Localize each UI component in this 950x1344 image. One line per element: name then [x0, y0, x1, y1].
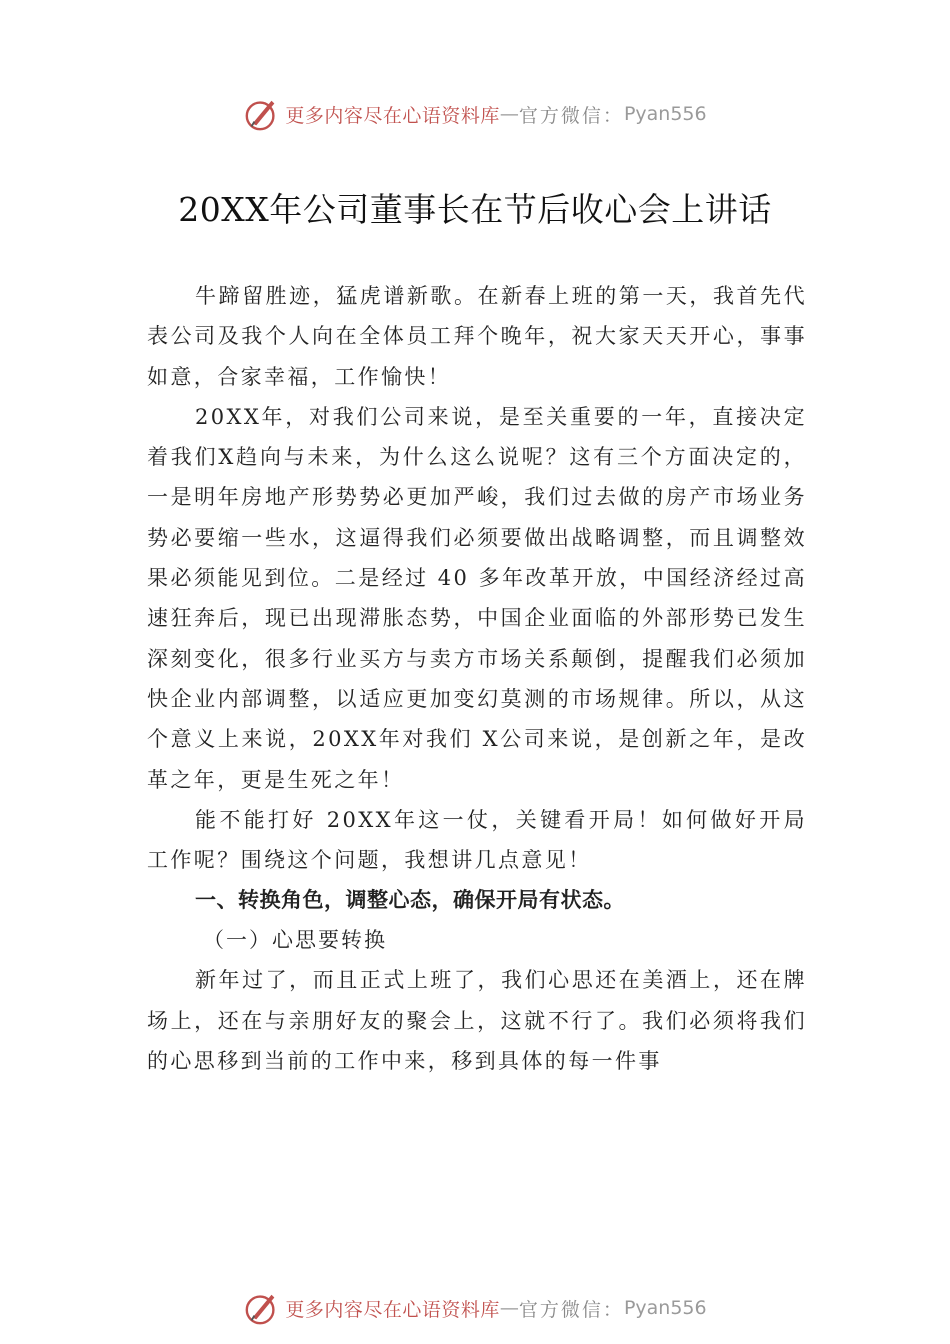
banner-site-text: 更多内容尽在心语资料库 — [285, 104, 500, 127]
banner-wechat-label: 官方微信： — [518, 1298, 624, 1321]
banner-site-text: 更多内容尽在心语资料库 — [285, 1298, 500, 1321]
paragraph-4: 新年过了，而且正式上班了，我们心思还在美酒上，还在牌场上，还在与亲朋好友的聚会上，这就不行了。我们必须将我们的心思移到当前的工作中来，移到具体的每一件事 — [147, 968, 807, 1074]
quill-pen-logo-icon — [243, 1289, 281, 1327]
section-heading-1: 一、转换角色，调整心态，确保开局有状态。 — [195, 888, 625, 913]
banner-wechat-id: Pyan556 — [623, 1297, 707, 1319]
banner-dash: — — [499, 103, 519, 125]
document-title: 20XX年公司董事长在节后收心会上讲话 — [178, 190, 772, 229]
paragraph-2: 20XX年，对我们公司来说，是至关重要的一年，直接决定着我们X趋向与未来，为什么这么说呢？这有三个方面决定的，一是明年房地产形势势必更加严峻，我们过去做的房产市场业务势必要缩一些水，这逼得我们必须要做出战略调整，而且调整效果必须能见到位。二是经过 40 多年改革开放，中国经济经过高速狂奔后，现已出现滞胀态势，中国企业面临的外部形势已发生深刻变化，很多行业买方与卖方市场关系颠倒，提醒我们必须加快企业内部调整，以适应更加变幻莫测的市场规律。所以，从这个意义上来说，20XX年对我们 X公司来说，是创新之年，是改革之年，更是生死之年！ — [147, 404, 807, 792]
footer-banner — [0, 1288, 950, 1328]
banner-dash: — — [499, 1297, 519, 1319]
subsection-heading-1: （一）心思要转换 — [203, 928, 387, 953]
paragraph-1: 牛蹄留胜迹，猛虎谱新歌。在新春上班的第一天，我首先代表公司及我个人向在全体员工拜个晚年，祝大家天天开心，事事如意，合家幸福，工作愉快！ — [147, 284, 807, 389]
document-body — [147, 276, 807, 1081]
header-banner — [0, 94, 950, 134]
banner-wechat-label: 官方微信： — [518, 104, 624, 127]
paragraph-3: 能不能打好 20XX年这一仗，关键看开局！如何做好开局工作呢？围绕这个问题，我想讲几点意见！ — [147, 807, 807, 873]
banner-wechat-id: Pyan556 — [623, 103, 707, 125]
quill-pen-logo-icon — [243, 95, 281, 133]
